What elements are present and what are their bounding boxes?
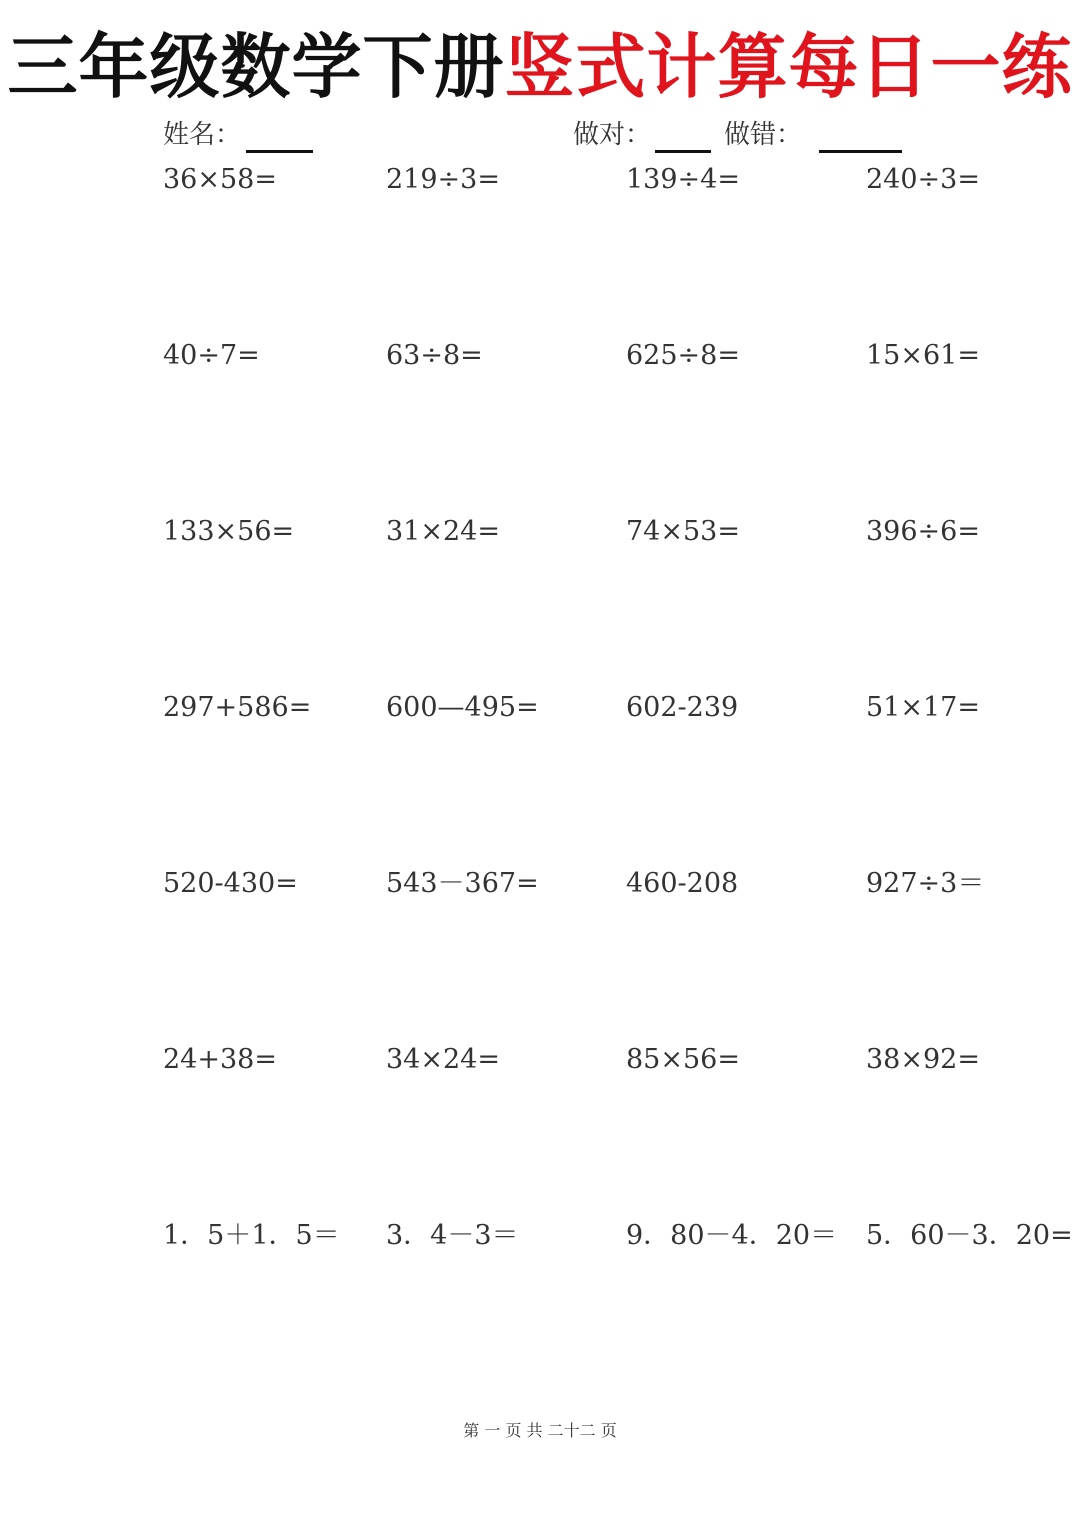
title-grade-subject: 三年级数学下册 <box>7 26 505 108</box>
problem-item: 297+586= <box>163 692 312 723</box>
problem-item: 543－367= <box>386 868 539 899</box>
problem-item: 3．4－3＝ <box>386 1220 519 1251</box>
problem-item: 133×56= <box>163 516 295 547</box>
worksheet-title <box>0 22 1080 112</box>
page-footer: 第 一 页 共 二十二 页 <box>463 1421 617 1440</box>
problem-item: 602-239 <box>626 692 739 723</box>
student-info-row <box>0 114 1080 158</box>
problem-item: 74×53= <box>626 516 740 547</box>
problem-item: 51×17= <box>866 692 980 723</box>
problem-row <box>0 1040 1080 1216</box>
problem-item: 38×92= <box>866 1044 980 1075</box>
correct-count-blank[interactable] <box>655 150 711 153</box>
problem-row <box>0 688 1080 864</box>
problem-item: 139÷4= <box>626 164 740 195</box>
problem-item: 219÷3= <box>386 164 500 195</box>
name-label: 姓名： <box>163 120 242 150</box>
problem-item: 40÷7= <box>163 340 260 371</box>
problem-item: 34×24= <box>386 1044 500 1075</box>
problem-item: 460-208 <box>626 868 739 899</box>
correct-label: 做对： <box>573 120 652 150</box>
problem-item: 63÷8= <box>386 340 483 371</box>
problem-item: 600—495= <box>386 692 539 723</box>
problem-row <box>0 160 1080 336</box>
wrong-count-blank[interactable] <box>819 150 902 153</box>
problem-item: 520-430= <box>163 868 298 899</box>
problem-item: 1．5＋1．5＝ <box>163 1220 340 1251</box>
title-topic: 竖式计算每日一练 <box>504 26 1073 108</box>
problem-item: 36×58= <box>163 164 277 195</box>
problem-row <box>0 336 1080 512</box>
problem-item: 31×24= <box>386 516 500 547</box>
problem-item: 24+38= <box>163 1044 277 1075</box>
problem-grid <box>0 160 1080 1392</box>
problem-item: 240÷3= <box>866 164 980 195</box>
problem-item: 9．80－4．20＝ <box>626 1220 838 1251</box>
problem-item: 15×61= <box>866 340 980 371</box>
problem-item: 5．60－3．20= <box>866 1220 1073 1251</box>
problem-row <box>0 512 1080 688</box>
problem-item: 625÷8= <box>626 340 740 371</box>
problem-item: 927÷3＝ <box>866 868 985 899</box>
problem-item: 396÷6= <box>866 516 980 547</box>
problem-row <box>0 864 1080 1040</box>
wrong-label: 做错： <box>724 120 803 150</box>
problem-row <box>0 1216 1080 1392</box>
problem-item: 85×56= <box>626 1044 740 1075</box>
name-blank[interactable] <box>246 150 313 153</box>
